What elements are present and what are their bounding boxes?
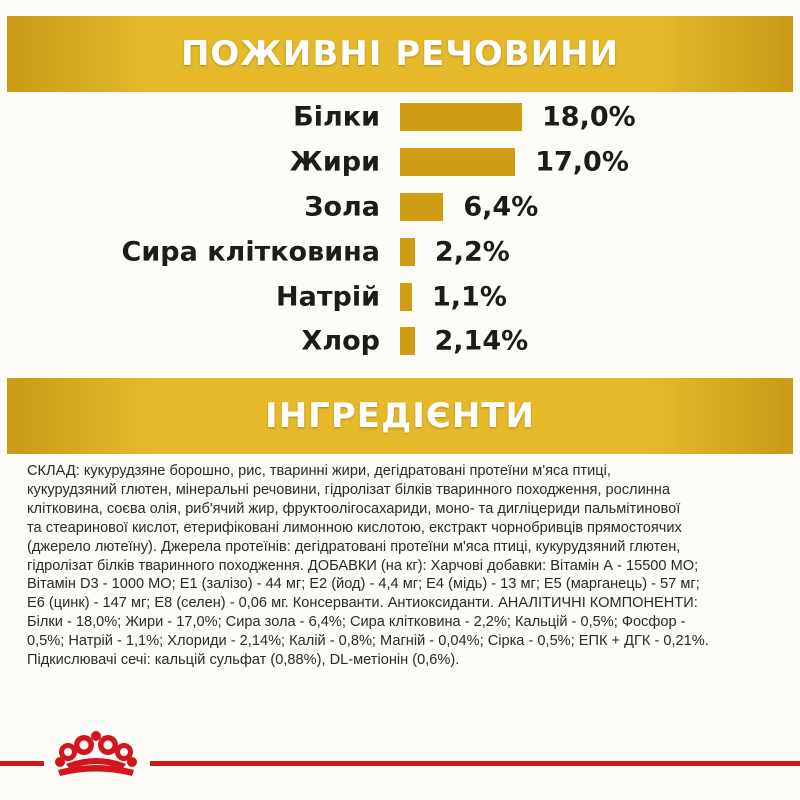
ingredients-line: гідролізат білків тваринного походження. ДОБАВКИ (на кг): Харчові добавки: Вітамін А - 15500 МО; — [27, 557, 699, 574]
nutrient-row — [0, 185, 800, 230]
nutrient-label: Зола — [304, 191, 380, 223]
nutrient-row — [0, 95, 800, 140]
nutrients-banner-background — [7, 16, 793, 92]
nutrient-value: 2,14% — [434, 325, 529, 357]
ingredients-line: кукурудзяний глютен, мінеральні речовини, гідролізат білків тваринного походження, рослинна — [27, 481, 670, 498]
ingredients-line: Підкислювачі сечі: кальцій сульфат (0,88%), DL-метіонін (0,6%). — [27, 652, 460, 669]
nutrient-label: Білки — [293, 101, 380, 133]
ingredients-line: та стеаринової кислот, етерифіковані лимонною кислотою, екстракт чорнобривців прямостоячих — [27, 519, 682, 536]
nutrient-bar — [400, 193, 443, 221]
ingredients-banner — [0, 378, 800, 454]
ingredients-banner-background — [7, 378, 793, 454]
nutrient-label: Натрій — [276, 281, 380, 313]
ingredients-heading: ІНГРЕДІЄНТИ — [265, 396, 535, 436]
nutrient-row — [0, 274, 800, 319]
nutrients-bar-chart — [0, 95, 800, 364]
nutrient-bar — [400, 238, 415, 266]
nutrient-bar — [400, 103, 522, 131]
nutrient-value: 17,0% — [535, 146, 629, 178]
nutrients-heading: ПОЖИВНІ РЕЧОВИНИ — [180, 34, 620, 74]
nutrient-value: 2,2% — [434, 236, 510, 268]
nutrient-row — [0, 229, 800, 274]
ingredients-line: клітковина, соєва олія, риб'ячий жир, фруктоолігосахариди, моно- та дигліцериди пальмітинової — [27, 500, 681, 517]
nutrient-value: 18,0% — [542, 101, 636, 133]
nutrient-label: Жири — [289, 146, 380, 178]
ingredients-line: (джерело лютеїну). Джерела протеїнів: дегідратовані протеїни м'яса птиці, кукурудзяний глютен, — [27, 538, 681, 555]
nutrient-label: Сира клітковина — [121, 236, 380, 268]
footer-red-line-right — [150, 761, 800, 766]
nutrient-row — [0, 319, 800, 364]
ingredients-line: СКЛАД: кукурудзяне борошно, рис, тваринні жири, дегідратовані протеїни м'яса птиці, — [27, 463, 611, 479]
nutrient-bar — [400, 327, 415, 355]
nutrient-value: 6,4% — [463, 191, 539, 223]
ingredients-line: Вітамін D3 - 1000 МО; Е1 (залізо) - 44 мг; Е2 (йод) - 4,4 мг; Е4 (мідь) - 13 мг; Е5 (марганець) - 57 мг; — [27, 576, 700, 593]
ingredients-line: Білки - 18,0%; Жири - 17,0%; Сира зола - 6,4%; Сира клітковина - 2,2%; Кальцій - 0,5%; Фосфор - — [27, 614, 686, 631]
nutrients-banner — [0, 16, 800, 92]
nutrient-value: 1,1% — [432, 281, 507, 313]
ingredients-text — [27, 462, 779, 670]
footer-red-line-left — [0, 761, 44, 766]
nutrient-label: Хлор — [301, 325, 380, 357]
nutrient-bar — [400, 148, 515, 176]
ingredients-line: Е6 (цинк) - 147 мг; Е8 (селен) - 0,06 мг. Консерванти. Антиоксиданти. АНАЛІТИЧНІ КОМПОНЕНТИ: — [27, 595, 698, 612]
crown-logo-icon — [48, 730, 144, 778]
nutrient-row — [0, 140, 800, 185]
nutrient-bar — [400, 283, 412, 311]
ingredients-line: 0,5%; Натрій - 1,1%; Хлориди - 2,14%; Калій - 0,8%; Магній - 0,04%; Сірка - 0,5%; ЕПК + ДГК - 0,21%. — [27, 633, 709, 650]
